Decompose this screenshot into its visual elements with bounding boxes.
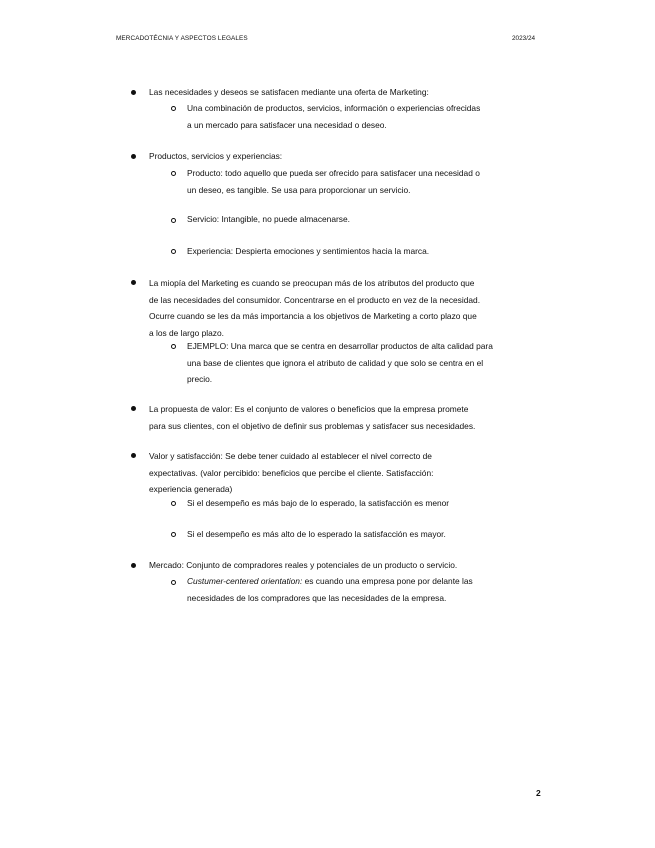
item-0-text: Las necesidades y deseos se satisfacen mediante una oferta de Marketing:	[149, 87, 429, 97]
item-3-text: La propuesta de valor: Es el conjunto de valores o beneficios que la empresa promete para sus clientes, con el objetivo de definir sus problemas y satisfacer sus necesidades.	[149, 404, 476, 431]
item-1-sub-1: Servicio: Intangible, no puede almacenarse.	[187, 214, 350, 224]
bullet-icon	[131, 280, 136, 285]
bullet-icon	[131, 406, 136, 411]
sub-bullet-icon	[171, 218, 176, 223]
sub-bullet-icon	[171, 106, 176, 111]
sub-bullet-icon	[171, 501, 176, 506]
italic-term: Custumer-centered orientation:	[187, 576, 303, 586]
header-year: 2023/24	[512, 35, 536, 42]
item-2-sub-0: EJEMPLO: Una marca que se centra en desarrollar productos de alta calidad para una base de clientes que ignora el atributo de calidad y que solo se centra en el precio.	[187, 341, 493, 385]
sub-bullet-icon	[171, 171, 176, 176]
item-1-sub-2: Experiencia: Despierta emociones y sentimientos hacia la marca.	[187, 246, 430, 256]
item-1-text: Productos, servicios y experiencias:	[149, 151, 283, 161]
item-1-sub-0: Producto: todo aquello que pueda ser ofrecido para satisfacer una necesidad o un deseo, es tangible. Se usa para proporcionar un servicio.	[187, 168, 480, 195]
item-4-sub-0: Si el desempeño es más bajo de lo esperado, la satisfacción es menor	[187, 498, 450, 508]
sub-bullet-icon	[171, 580, 176, 585]
sub-bullet-icon	[171, 249, 176, 254]
bullet-icon	[131, 563, 136, 568]
item-4-text: Valor y satisfacción: Se debe tener cuidado al establecer el nivel correcto de expectativas. (valor percibido: beneficios que percibe el cliente. Satisfacción: experiencia generada)	[149, 451, 434, 495]
item-5-sub-0: Custumer-centered orientation: es cuando una empresa pone por delante las necesidades de los compradores que las necesidades de la empresa.	[187, 576, 473, 603]
item-2-text: La miopía del Marketing es cuando se preocupan más de los atributos del producto que de las necesidades del consumidor. Concentrarse en el producto en vez de la necesidad. Ocurre cuando se les da más importancia a los objetivos de Marketing a corto plazo que a los de largo plazo.	[149, 278, 481, 339]
page-number: 2	[536, 788, 541, 798]
sub-bullet-icon	[171, 532, 176, 537]
bullet-icon	[131, 453, 136, 458]
item-4-sub-1: Si el desempeño es más alto de lo esperado la satisfacción es mayor.	[187, 529, 446, 539]
header-title: MERCADOTÉCNIA Y ASPECTOS LEGALES	[116, 35, 248, 42]
item-0-sub-0: Una combinación de productos, servicios, información o experiencias ofrecidas a un mercado para satisfacer una necesidad o deseo.	[187, 103, 481, 130]
sub-bullet-icon	[171, 344, 176, 349]
bullet-icon	[131, 90, 136, 95]
item-5-text: Mercado: Conjunto de compradores reales y potenciales de un producto o servicio.	[149, 560, 458, 570]
bullet-icon	[131, 154, 136, 159]
